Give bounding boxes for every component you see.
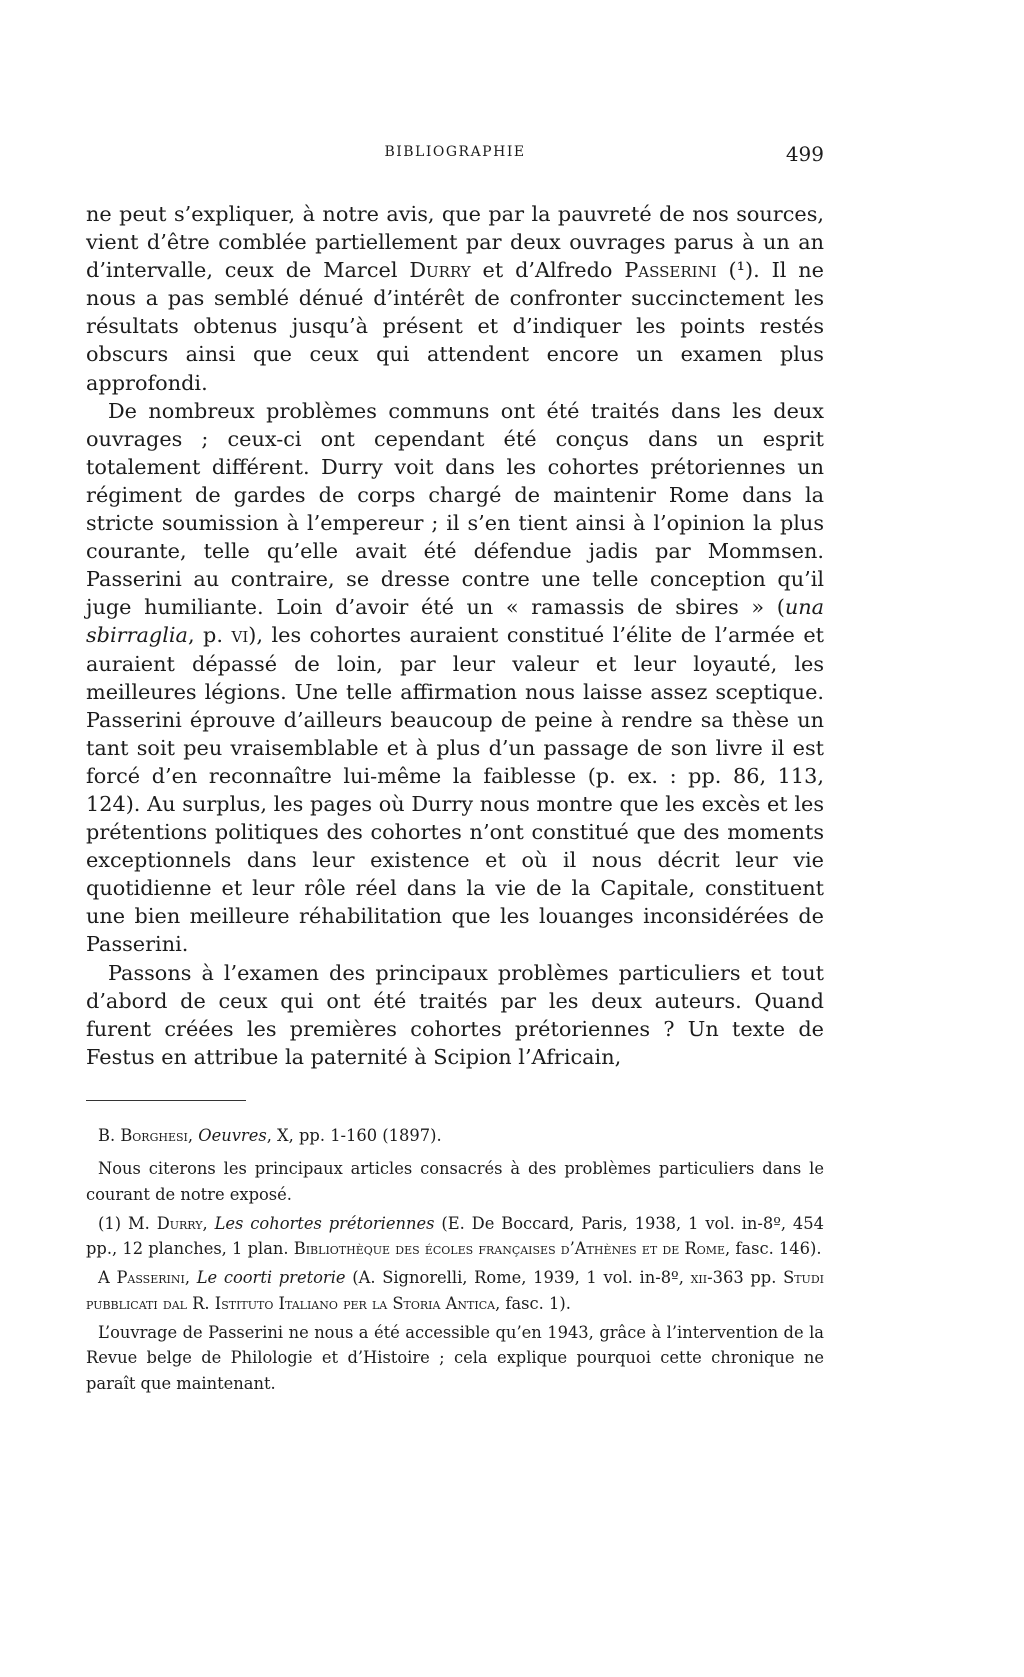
p1-text-1: ne peut s’expliquer, à notre avis, que par la pauvreté de nos sources, vient d’être comblée partiellement par deux ouvrages parus à un an d’intervalle, ceux de Marcel bbox=[86, 202, 824, 283]
footnotes bbox=[86, 1123, 824, 1400]
footnote-passerini bbox=[86, 1265, 824, 1316]
fn4-text-b: , bbox=[184, 1268, 197, 1288]
fn1-title: Oeuvres bbox=[198, 1126, 267, 1145]
fn4-text-a: A bbox=[98, 1268, 117, 1288]
fn3-text-a: (1) M. bbox=[98, 1213, 157, 1233]
p2-italic-quote: una sbirraglia bbox=[86, 595, 824, 648]
fn4-text-c: (A. Signorelli, Rome, 1939, 1 vol. in-8º, bbox=[345, 1268, 691, 1288]
fn3-title: Les cohortes prétoriennes bbox=[214, 1213, 435, 1233]
footnote-ref: (¹) bbox=[716, 258, 754, 283]
fn4-text-e: , fasc. 1). bbox=[495, 1293, 571, 1313]
author-durry: Durry bbox=[409, 258, 471, 283]
p1-text-2: et d’Alfredo bbox=[470, 258, 625, 283]
fn3-text-d: , fasc. 146). bbox=[725, 1239, 822, 1259]
footnote-articles: Nous citerons les principaux articles consacrés à des problèmes particuliers dans le courant de notre exposé. bbox=[86, 1159, 824, 1204]
fn1-text-a: B. bbox=[98, 1126, 121, 1145]
paragraph-2 bbox=[86, 397, 824, 959]
fn1-text-b: , bbox=[187, 1126, 199, 1145]
page-number: 499 bbox=[785, 142, 824, 166]
paragraph-3: Passons à l’examen des principaux problèmes particuliers et tout d’abord de ceux qui ont été traités par les deux auteurs. Quand furent créées les premières cohortes prétoriennes ? Un texte de Festus en attribue la paternité à Scipion l’Africain, bbox=[86, 960, 824, 1069]
p2-text-2: , p. bbox=[187, 623, 232, 648]
running-head bbox=[86, 142, 824, 168]
p2-text-1: De nombreux problèmes communs ont été traités dans les deux ouvrages ; ceux-ci ont cependant été conçus dans un esprit totalement différent. Durry voit dans les cohortes prétoriennes un régiment de gardes de corps chargé de maintenir Rome dans la stricte soumission à l’empereur ; il s’en tient ainsi à l’opinion la plus courante, telle qu’elle avait été défendue jadis par Mommsen. Passerini au contraire, se dresse contre une telle conception qu’il juge humiliante. Loin d’avoir été un « ramassis de sbires » ( bbox=[86, 398, 824, 620]
fn1-author: Borghesi bbox=[120, 1126, 188, 1145]
fn3-text-c: (E. De Boccard, Paris, 1938, 1 vol. in-8º, 454 pp., 12 planches, 1 plan. bbox=[86, 1213, 824, 1259]
fn4-text-d: -363 pp. bbox=[707, 1268, 784, 1288]
fn4-pages: xii bbox=[690, 1268, 708, 1288]
p2-page-ref: vi bbox=[231, 623, 249, 648]
fn4-title: Le coorti pretorie bbox=[196, 1268, 346, 1288]
fn3-text-b: , bbox=[202, 1213, 215, 1233]
footnote-divider bbox=[86, 1100, 246, 1101]
fn3-series: Bibliothèque des écoles françaises d’Athènes et de Rome bbox=[293, 1239, 726, 1259]
author-passerini: Passerini bbox=[624, 258, 717, 283]
footnote-note: L’ouvrage de Passerini ne nous a été accessible qu’en 1943, grâce à l’intervention de la Revue belge de Philologie et d’Histoire ; cela explique pourquoi cette chronique ne paraît que maintenant. bbox=[86, 1323, 824, 1393]
fn3-author: Durry bbox=[156, 1213, 203, 1233]
running-title: BIBLIOGRAPHIE bbox=[384, 144, 526, 160]
p1-text-3: . Il ne nous a pas semblé dénué d’intérêt de confronter succinctement les résultats obtenus jusqu’à présent et d’indiquer les points restés obscurs ainsi que ceux qui attendent encore un examen plus approfondi. bbox=[86, 258, 824, 395]
fn4-author: Passerini bbox=[116, 1268, 185, 1288]
p2-text-3: ), les cohortes auraient constitué l’élite de l’armée et auraient dépassé de loin, par leur valeur et leur loyauté, les meilleures légions. Une telle affirmation nous laisse assez sceptique. Passerini éprouve d’ailleurs beaucoup de peine à rendre sa thèse un tant soit peu vraisemblable et à plus d’un passage de son livre il est forcé d’en reconnaître lui-même la faiblesse (p. ex. : pp. 86, 113, 124). Au surplus, les pages où Durry nous montre que les excès et les prétentions politiques des cohortes n’ont constitué que des moments exceptionnels dans leur existence et où il nous décrit leur vie quotidienne et leur rôle réel dans la vie de la Capitale, constituent une bien meilleure réhabilitation que les louanges inconsidérées de Passerini. bbox=[86, 623, 824, 957]
footnote-borghesi bbox=[86, 1123, 824, 1148]
fn4-series: Studi pubblicati dal R. Istituto Italiano per la Storia Antica bbox=[86, 1268, 824, 1313]
body-text bbox=[86, 200, 824, 1071]
paragraph-1 bbox=[86, 200, 824, 397]
fn1-text-c: , X, pp. 1-160 (1897). bbox=[266, 1126, 442, 1145]
footnote-durry bbox=[86, 1211, 824, 1262]
